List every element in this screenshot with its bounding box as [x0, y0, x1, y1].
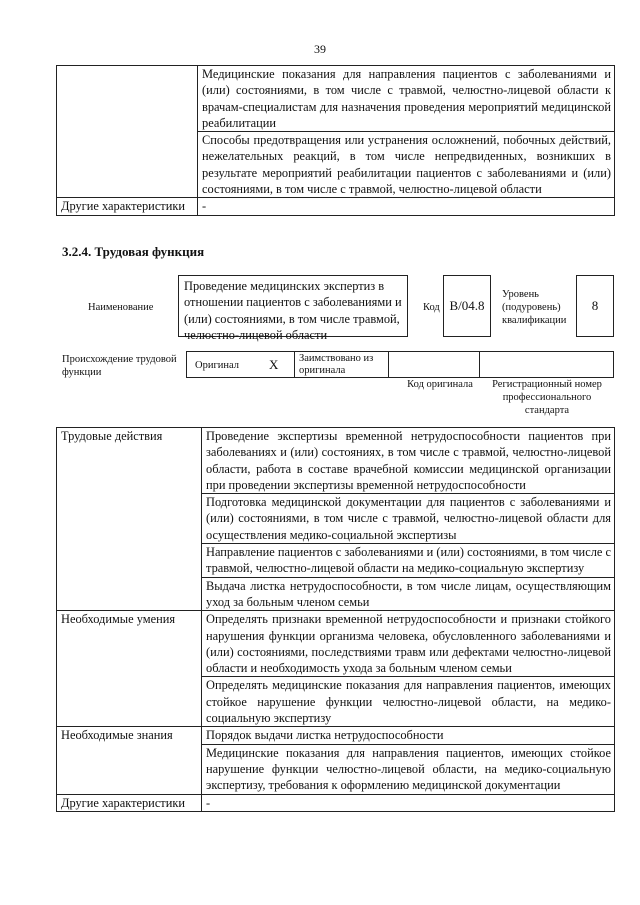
- table-row: [57, 611, 615, 677]
- table-cell: Подготовка медицинской документации для пациентов с заболеваниями и (или) состояниями, в том числе с травмой, челюстно-лицевой области для осуществления медико-социальной экспертизы: [202, 494, 615, 544]
- table-cell: Определять медицинские показания для направления пациентов, имеющих стойкое нарушение функции челюстно-лицевой области, на медико-социальную экспертизу: [202, 677, 615, 727]
- level-label: Уровень (подуровень) квалификации: [502, 289, 567, 326]
- main-table: [56, 427, 615, 812]
- table-row: [57, 428, 615, 494]
- group-label: Трудовые действия: [57, 428, 202, 611]
- table-cell: Способы предотвращения или устранения осложнений, побочных действий, нежелательных реакций, в том числе непредвиденных, возникших в результате мероприятий реабилитации пациентов с заболеваниями и (или) состояниями, в том числе с травмой, челюстно-лицевой области: [198, 132, 615, 198]
- original-mark: X: [269, 357, 279, 372]
- other-characteristics-label: Другие характеристики: [57, 198, 198, 215]
- origin-label: Происхождение трудовой функции: [62, 354, 177, 378]
- top-table: [56, 65, 615, 216]
- table-cell: Выдача листка нетрудоспособности, в том числе лицам, осуществляющим уход за больным членом семьи: [202, 577, 615, 611]
- group-label: Необходимые умения: [57, 611, 202, 727]
- table-row: [57, 66, 615, 132]
- table-label-cell: [57, 66, 198, 198]
- table-cell: -: [202, 794, 615, 811]
- table-row: [57, 198, 615, 215]
- group-label: Необходимые знания: [57, 727, 202, 794]
- table-cell: Медицинские показания для направления пациентов, имеющих стойкое нарушение функции челюстно-лицевой области, на медико-социальную экспертизу, требования к оформлению медицинской документации: [202, 744, 615, 794]
- level-box: [576, 275, 614, 337]
- level-value: 8: [591, 298, 599, 313]
- table-cell: Порядок выдачи листка нетрудоспособности: [202, 727, 615, 744]
- code-original-caption: Код оригинала: [407, 379, 473, 390]
- table-row: [57, 727, 615, 744]
- page-number: 39: [314, 42, 326, 56]
- function-name-box: Проведение медицинских экспертиз в отношении пациентов с заболеваниями и (или) состояниями, в том числе травмой, челюстно-лицевой области: [178, 275, 408, 337]
- code-original-box: [388, 351, 480, 378]
- code-box: [443, 275, 491, 337]
- section-heading: 3.2.4. Трудовая функция: [62, 244, 205, 259]
- name-label: Наименование: [88, 302, 154, 313]
- reg-number-box: [479, 351, 614, 378]
- table-row: [57, 794, 615, 811]
- code-label: Код: [423, 302, 440, 313]
- table-cell: Проведение экспертизы временной нетрудоспособности пациентов при заболеваниях и (или) состояниях, в том числе с травмой, челюстно-лицевой области, работа в составе врачебной комиссии медицинской организации при проведении экспертизы временной нетрудоспособности: [202, 428, 615, 494]
- table-cell: Медицинские показания для направления пациентов с заболеваниями и (или) состояниями, в том числе с травмой, челюстно-лицевой области к врачам-специалистам для назначения проведения мероприятий медицинской реабилитации: [198, 66, 615, 132]
- original-box: [186, 351, 295, 378]
- table-cell: Определять признаки временной нетрудоспособности и признаки стойкого нарушения функции организма человека, обусловленного заболеваниями и (или) состояниями, последствиями травм или дефектами челюстно-лицевой области и необходимость ухода за больным членом семьи: [202, 611, 615, 677]
- table-cell: Направление пациентов с заболеваниями и (или) состояниями, в том числе с травмой, челюстно-лицевой области на медико-социальную экспертизу: [202, 544, 615, 578]
- original-label: Оригинал: [195, 360, 239, 371]
- group-label: Другие характеристики: [57, 794, 202, 811]
- code-value: B/04.8: [449, 298, 485, 313]
- reg-number-caption: Регистрационный номер профессионального стандарта: [492, 379, 602, 416]
- borrowed-box: Заимствовано из оригинала: [294, 351, 389, 378]
- other-characteristics-value: -: [198, 198, 615, 215]
